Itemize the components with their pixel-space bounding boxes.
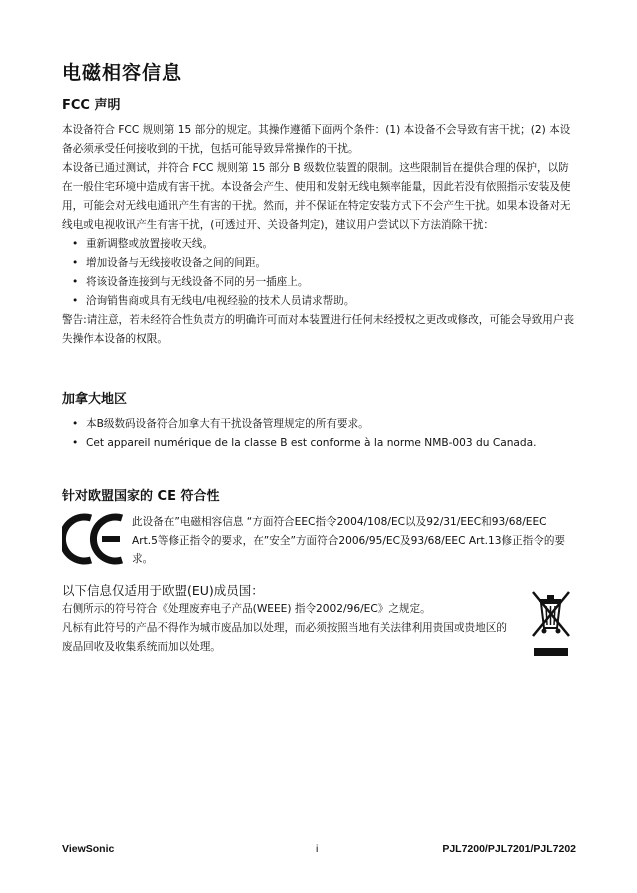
fcc-section — [62, 94, 576, 349]
eu-section — [62, 582, 576, 657]
fcc-paragraph-2: 本设备已通过测试，并符合 FCC 规则第 15 部分 B 级数位装置的限制。这些限制旨在提供合理的保护，以防在一般住宅环境中造成有害干扰。本设备会产生、使用和发射无线电频率能量，因此若没有依照指示安装及使用，可能会对无线电通讯产生有害的干扰。然而，并不保证在特定安装方式下不会产生干扰。如果本设备对无线电或电视收讯产生有害干扰，(可透过开、关设备判定)，建议用户尝试以下方法消除干扰： — [62, 162, 571, 231]
eu-title: 以下信息仅适用于欧盟(EU)成员国： — [62, 583, 264, 598]
canada-section — [62, 388, 576, 453]
fcc-heading: FCC 声明 — [62, 98, 121, 113]
ce-description: 此设备在”电磁相容信息 “方面符合EEC指令2004/108/EC以及92/31/EEC和93/68/EEC Art.5等修正指令的要求，在”安全”方面符合2006/95/EC及93/68/EEC Art.13修正指令的要求。 — [132, 516, 566, 565]
eu-disposal-statement: 凡标有此符号的产品不得作为城市废品加以处理，而必须按照当地有关法律利用贵国或贵地区的废品回收及收集系统而加以处理。 — [62, 622, 507, 653]
eu-weee-statement: 右侧所示的符号符合《处理废弃电子产品(WEEE) 指令2002/96/EC》之规定。 — [62, 603, 431, 615]
footer-brand: ViewSonic — [62, 843, 115, 855]
page-title: 电磁相容信息 — [62, 62, 183, 84]
crossed-out-wheelie-bin-icon — [530, 590, 572, 658]
page-footer — [62, 843, 576, 859]
fcc-warning: 警告:请注意，若未经符合性负责方的明确许可而对本装置进行任何未经授权之更改或修改，可能会导致用户丧失操作本设备的权限。 — [62, 314, 575, 345]
list-item: • 将该设备连接到与无线设备不同的另一插座上。 — [62, 273, 576, 292]
footer-page-number: i — [316, 843, 319, 855]
footer-model: PJL7200/PJL7201/PJL7202 — [442, 843, 576, 855]
ce-mark-icon — [62, 513, 126, 565]
list-item: • 增加设备与无线接收设备之间的间距。 — [62, 254, 576, 273]
list-item: • 洽询销售商或具有无线电/电视经验的技术人员请求帮助。 — [62, 292, 576, 311]
list-item: • Cet appareil numérique de la classe B est conforme à la norme NMB-003 du Canada. — [62, 434, 576, 453]
ce-heading: 针对欧盟国家的 CE 符合性 — [62, 489, 220, 504]
list-item: • 本B级数码设备符合加拿大有干扰设备管理规定的所有要求。 — [62, 415, 576, 434]
ce-section — [62, 485, 576, 573]
fcc-bullet-list — [62, 235, 576, 311]
fcc-paragraph-1: 本设备符合 FCC 规则第 15 部分的规定。其操作遵循下面两个条件：(1) 本设备不会导致有害干扰；(2) 本设备必须承受任何接收到的干扰，包括可能导致异常操作的干扰。 — [62, 124, 571, 155]
list-item: • 重新调整或放置接收天线。 — [62, 235, 576, 254]
canada-bullet-list — [62, 415, 576, 453]
canada-heading: 加拿大地区 — [62, 392, 128, 407]
